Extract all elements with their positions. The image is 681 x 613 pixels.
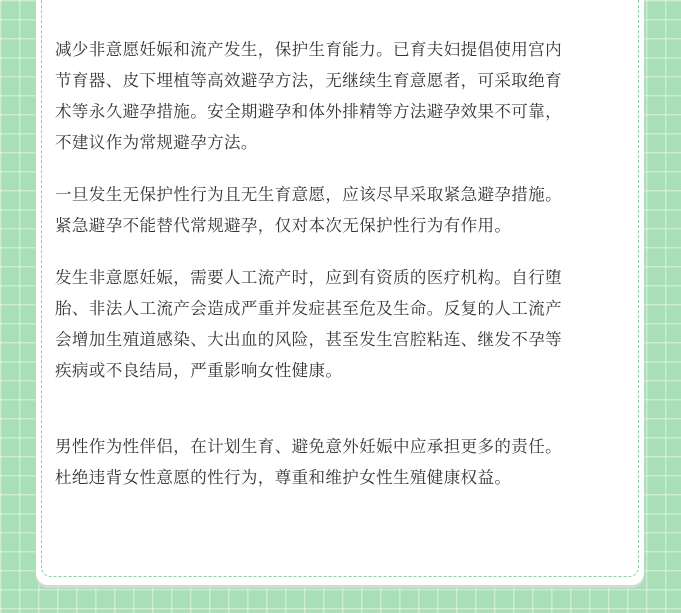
paragraph-male-responsibility [55, 431, 629, 493]
paragraph-abortion [55, 262, 629, 386]
text-line: 发生非意愿妊娠，需要人工流产时，应到有资质的医疗机构。自行堕 [55, 268, 562, 287]
paragraph-emergency-contraception [55, 179, 629, 241]
text-line: 会增加生殖道感染、大出血的风险，甚至发生宫腔粘连、继发不孕等 [55, 330, 562, 349]
text-line: 胎、非法人工流产会造成严重并发症甚至危及生命。反复的人工流产 [55, 299, 562, 318]
text-line: 杜绝违背女性意愿的性行为，尊重和维护女性生殖健康权益。 [55, 468, 512, 487]
article-body [55, 34, 629, 514]
paragraph-contraception [55, 34, 629, 158]
text-line: 减少非意愿妊娠和流产发生，保护生育能力。已育夫妇提倡使用宫内 [55, 40, 562, 59]
text-line: 一旦发生无保护性行为且无生育意愿，应该尽早采取紧急避孕措施。 [55, 185, 562, 204]
text-line: 紧急避孕不能替代常规避孕，仅对本次无保护性行为有作用。 [55, 216, 512, 235]
text-line: 节育器、皮下埋植等高效避孕方法，无继续生育意愿者，可采取绝育 [55, 71, 562, 90]
text-line: 不建议作为常规避孕方法。 [55, 133, 258, 152]
text-line: 男性作为性伴侣，在计划生育、避免意外妊娠中应承担更多的责任。 [55, 437, 562, 456]
text-line: 术等永久避孕措施。安全期避孕和体外排精等方法避孕效果不可靠， [55, 102, 562, 121]
text-line: 疾病或不良结局，严重影响女性健康。 [55, 361, 343, 380]
